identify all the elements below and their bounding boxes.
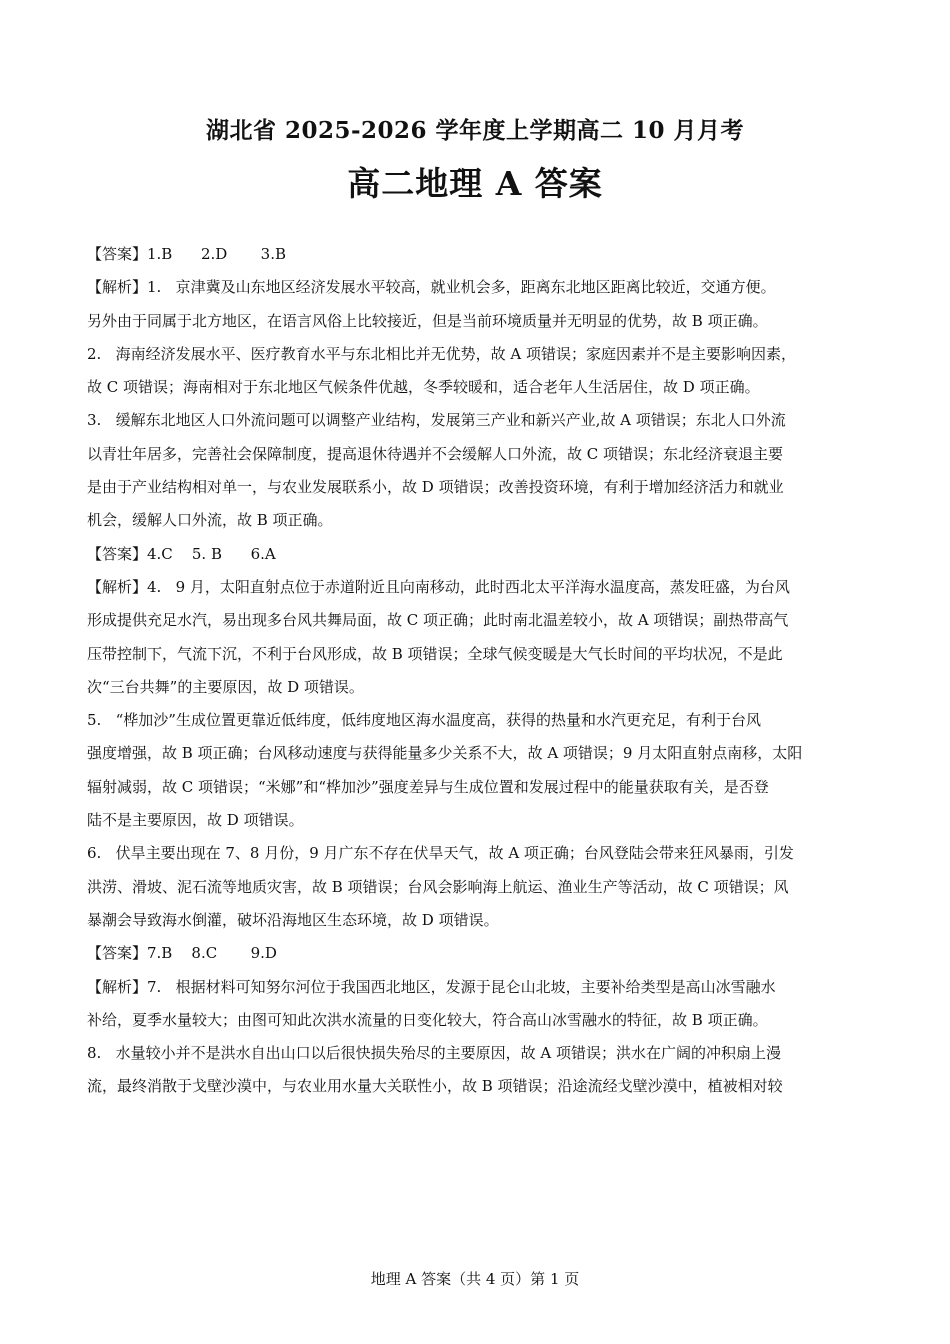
text-line: 辐射减弱，故 C 项错误；“米娜”和“桦加沙”强度差异与生成位置和发展过程中的能量获取有关，是否登 bbox=[87, 777, 769, 796]
text-line: 强度增强，故 B 项正确；台风移动速度与获得能量多少关系不大，故 A 项错误；9 月太阳直射点南移，太阳 bbox=[87, 744, 803, 763]
page-footer: 地理 A 答案（共 4 页）第 1 页 bbox=[370, 1270, 580, 1288]
text-line: 流，最终消散于戈壁沙漠中，与农业用水量大关联性小，故 B 项错误；沿途流经戈壁沙漠中，植被相对较 bbox=[87, 1077, 783, 1096]
text-line: 以青壮年居多，完善社会保障制度，提高退休待遇并不会缓解人口外流，故 C 项错误；东北经济衰退主要 bbox=[87, 444, 784, 463]
text-line: 6. 伏旱主要出现在 7、8 月份，9 月广东不存在伏旱天气，故 A 项正确；台风登陆会带来狂风暴雨，引发 bbox=[87, 844, 794, 863]
text-line: 压带控制下，气流下沉，不利于台风形成，故 B 项错误；全球气候变暖是大气长时间的平均状况，不是此 bbox=[87, 644, 783, 663]
text-line: 洪涝、滑坡、泥石流等地质灾害，故 B 项错误；台风会影响海上航运、渔业生产等活动，故 C 项错误；风 bbox=[87, 877, 789, 896]
text-line: 补给，夏季水量较大；由图可知此次洪水流量的日变化较大，符合高山冰雪融水的特征，故 B 项正确。 bbox=[87, 1010, 768, 1029]
text-line: 是由于产业结构相对单一，与农业发展联系小，故 D 项错误；改善投资环境，有利于增加经济活力和就业 bbox=[87, 478, 784, 497]
text-line: 形成提供充足水汽，易出现多台风共舞局面，故 C 项正确；此时南北温差较小，故 A 项错误；副热带高气 bbox=[87, 611, 789, 630]
text-line: 【解析】7. 根据材料可知努尔河位于我国西北地区，发源于昆仑山北坡，主要补给类型是高山冰雪融水 bbox=[87, 977, 776, 996]
text-line: 陆不是主要原因，故 D 项错误。 bbox=[87, 811, 304, 830]
text-line: 【解析】4. 9 月，太阳直射点位于赤道附近且向南移动，此时西北太平洋海水温度高，蒸发旺盛，为台风 bbox=[87, 577, 790, 596]
text-line: 故 C 项错误；海南相对于东北地区气候条件优越，冬季较暖和，适合老年人生活居住，故 D 项正确。 bbox=[87, 378, 760, 397]
text-line: 8. 水量较小并不是洪水自出山口以后很快损失殆尽的主要原因，故 A 项错误；洪水在广阔的冲积扇上漫 bbox=[87, 1044, 781, 1063]
answer-content bbox=[87, 238, 863, 1104]
text-line: 5. “桦加沙”生成位置更靠近低纬度，低纬度地区海水温度高，获得的热量和水汽更充足，有利于台风 bbox=[87, 711, 761, 730]
text-line: 机会，缓解人口外流，故 B 项正确。 bbox=[87, 511, 333, 530]
text-line: 另外由于同属于北方地区，在语言风俗上比较接近，但是当前环境质量并无明显的优势，故 B 项正确。 bbox=[87, 311, 768, 330]
text-line: 次“三台共舞”的主要原因，故 D 项错误。 bbox=[87, 677, 364, 696]
text-line: 暴潮会导致海水倒灌，破坏沿海地区生态环境，故 D 项错误。 bbox=[87, 910, 499, 929]
exam-title: 湖北省 2025-2026 学年度上学期高二 10 月月考 bbox=[205, 117, 745, 144]
text-line: 【答案】4.C 5. B 6.A bbox=[87, 544, 276, 563]
text-line: 【答案】7.B 8.C 9.D bbox=[87, 944, 277, 963]
answer-title: 高二地理 A 答案 bbox=[347, 164, 603, 203]
text-line: 【解析】1. 京津冀及山东地区经济发展水平较高，就业机会多，距离东北地区距离比较近，交通方便。 bbox=[87, 278, 776, 297]
text-line: 3. 缓解东北地区人口外流问题可以调整产业结构，发展第三产业和新兴产业,故 A 项错误；东北人口外流 bbox=[87, 411, 786, 430]
text-line: 2. 海南经济发展水平、医疗教育水平与东北相比并无优势，故 A 项错误；家庭因素并不是主要影响因素， bbox=[87, 344, 796, 363]
text-line: 【答案】1.B 2.D 3.B bbox=[87, 245, 286, 263]
